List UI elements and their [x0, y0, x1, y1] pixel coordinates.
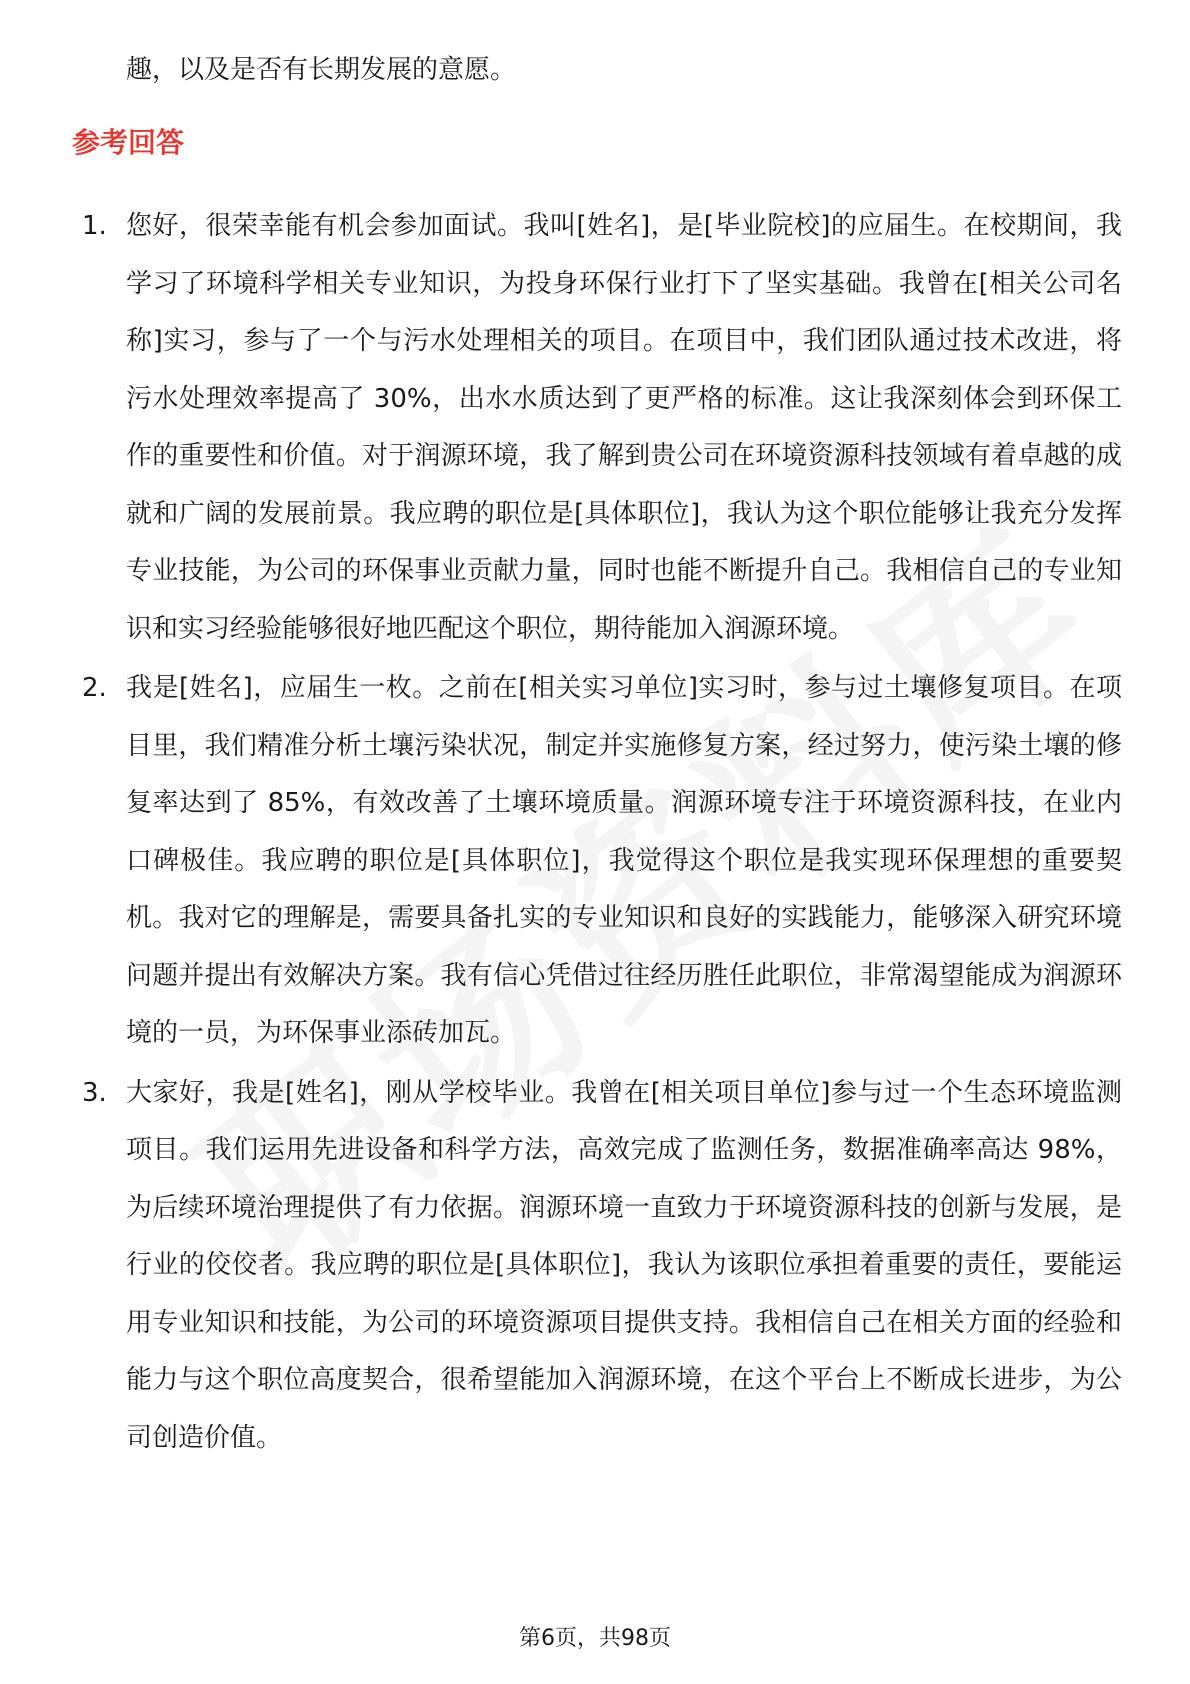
section-heading: 参考回答 — [72, 126, 185, 159]
page-footer: 第6页，共98页 — [519, 1626, 671, 1651]
answer-item — [82, 1065, 1122, 1468]
continuation-text: 趣，以及是否有长期发展的意愿。 — [126, 55, 517, 85]
answer-list — [82, 198, 1122, 1469]
answer-number: 2. — [82, 673, 107, 703]
answer-item — [82, 198, 1122, 658]
answer-text: 您好，很荣幸能有机会参加面试。我叫[姓名]，是[毕业院校]的应届生。在校期间，我学习了环境科学相关专业知识，为投身环保行业打下了坚实基础。我曾在[相关公司名称]实习，参与了一个与污水处理相关的项目。在项目中，我们团队通过技术改进，将污水处理效率提高了 30%，出水水质达到了更严格的标准。这让我深刻体会到环保工作的重要性和价值。对于润源环境，我了解到贵公司在环境资源科技领域有着卓越的成就和广阔的发展前景。我应聘的职位是[具体职位]，我认为这个职位能够让我充分发挥专业技能，为公司的环保事业贡献力量，同时也能不断提升自己。我相信自己的专业知识和实习经验能够很好地匹配这个职位，期待能加入润源环境。 — [126, 211, 1122, 644]
answer-item — [82, 660, 1122, 1063]
answer-text: 大家好，我是[姓名]，刚从学校毕业。我曾在[相关项目单位]参与过一个生态环境监测项目。我们运用先进设备和科学方法，高效完成了监测任务，数据准确率高达 98%，为后续环境治理提供了有力依据。润源环境一直致力于环境资源科技的创新与发展，是行业的佼佼者。我应聘的职位是[具体职位]，我认为该职位承担着重要的责任，要能运用专业知识和技能，为公司的环境资源项目提供支持。我相信自己在相关方面的经验和能力与这个职位高度契合，很希望能加入润源环境，在这个平台上不断成长进步，为公司创造价值。 — [126, 1077, 1122, 1453]
answer-number: 3. — [82, 1077, 107, 1108]
answer-number: 1. — [82, 211, 107, 241]
answer-text: 我是[姓名]，应届生一枚。之前在[相关实习单位]实习时，参与过土壤修复项目。在项目里，我们精准分析土壤污染状况，制定并实施修复方案，经过努力，使污染土壤的修复率达到了 85%，有效改善了土壤环境质量。润源环境专注于环境资源科技，在业内口碑极佳。我应聘的职位是[具体职位]，我觉得这个职位是我实现环保理想的重要契机。我对它的理解是，需要具备扎实的专业知识和良好的实践能力，能够深入研究环境问题并提出有效解决方案。我有信心凭借过往经历胜任此职位，非常渴望能成为润源环境的一员，为环保事业添砖加瓦。 — [126, 673, 1122, 1048]
